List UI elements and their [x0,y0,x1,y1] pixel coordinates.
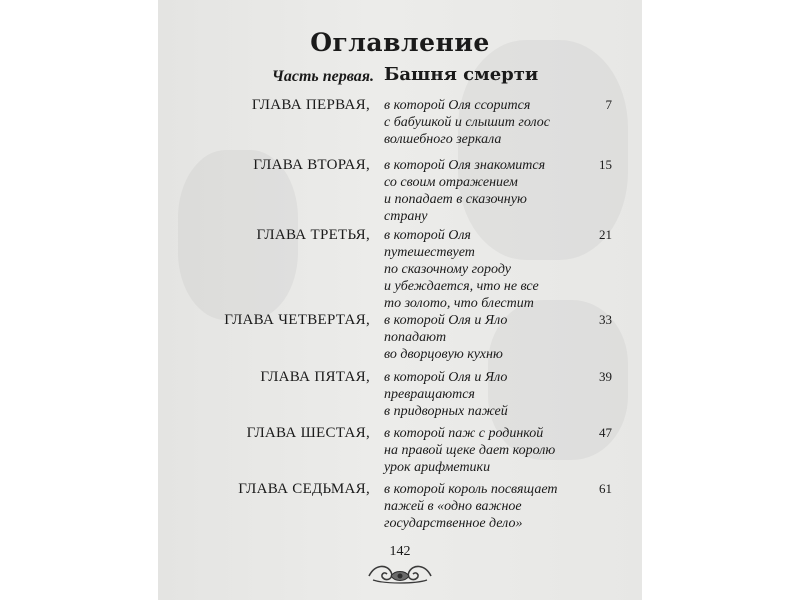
chapter-name: ГЛАВА ЧЕТВЕРТАЯ, [224,312,370,328]
chapter-description-line: попадают [384,330,447,345]
chapter-description-line: путешествует [384,245,475,260]
chapter-page-number: 47 [599,425,612,440]
chapter-name: ГЛАВА ПЕРВАЯ, [251,97,370,113]
chapter-name: ГЛАВА ШЕСТАЯ, [246,425,370,441]
chapter-description-line: в придворных пажей [384,404,508,419]
chapter-description-line: в которой Оля [384,228,471,243]
chapter-description-line: то золото, что блестит [384,296,534,311]
chapter-page-number: 33 [599,312,612,327]
chapter-description-line: в которой паж с родинкой [384,426,544,441]
chapter-description [384,369,584,420]
chapter-description-line: превращаются [384,387,475,402]
chapter-description-line: по сказочному городу [384,262,511,277]
chapter-description-line: в которой король посвящает [384,482,558,497]
chapter-description-line: государственное дело» [384,516,523,531]
part-title: Башня смерти [384,64,539,85]
chapter-description-line: и попадает в сказочную [384,192,527,207]
book-page [158,0,642,600]
chapter-description [384,481,584,532]
chapter-description-line: с бабушкой и слышит голос [384,115,550,130]
chapter-description-line: пажей в «одно важное [384,499,522,514]
chapter-name: ГЛАВА ТРЕТЬЯ, [256,227,370,243]
chapter-page-number: 21 [599,227,612,242]
chapter-description-line: в которой Оля и Яло [384,370,508,385]
chapter-description-line: в которой Оля и Яло [384,313,508,328]
part-label: Часть первая. [271,68,374,85]
chapter-name: ГЛАВА ВТОРАЯ, [253,157,370,173]
chapter-name: ГЛАВА СЕДЬМАЯ, [238,481,370,497]
chapter-description-line: во дворцовую кухню [384,347,503,362]
chapter-description-line: и убеждается, что не все [384,279,539,294]
chapter-description-line: на правой щеке дает королю [384,443,556,458]
chapter-description [384,425,584,476]
page-number: 142 [389,544,411,559]
chapter-description-line: страну [384,209,428,224]
scroll-ornament-icon [365,558,435,586]
chapter-description-line: в которой Оля ссорится [384,98,531,113]
chapter-page-number: 15 [599,157,612,172]
chapter-description-line: в которой Оля знакомится [384,158,546,173]
chapter-description [384,157,584,225]
chapter-description [384,227,584,312]
chapter-description-line: волшебного зеркала [384,132,502,147]
page-title: Оглавление [310,28,490,57]
chapter-description [384,312,584,363]
chapter-page-number: 7 [605,97,612,112]
chapter-page-number: 39 [599,369,612,384]
chapter-description-line: со своим отражением [384,175,518,190]
chapter-description-line: урок арифметики [384,460,491,475]
chapter-description [384,97,584,148]
chapter-name: ГЛАВА ПЯТАЯ, [260,369,370,385]
chapter-page-number: 61 [599,481,612,496]
